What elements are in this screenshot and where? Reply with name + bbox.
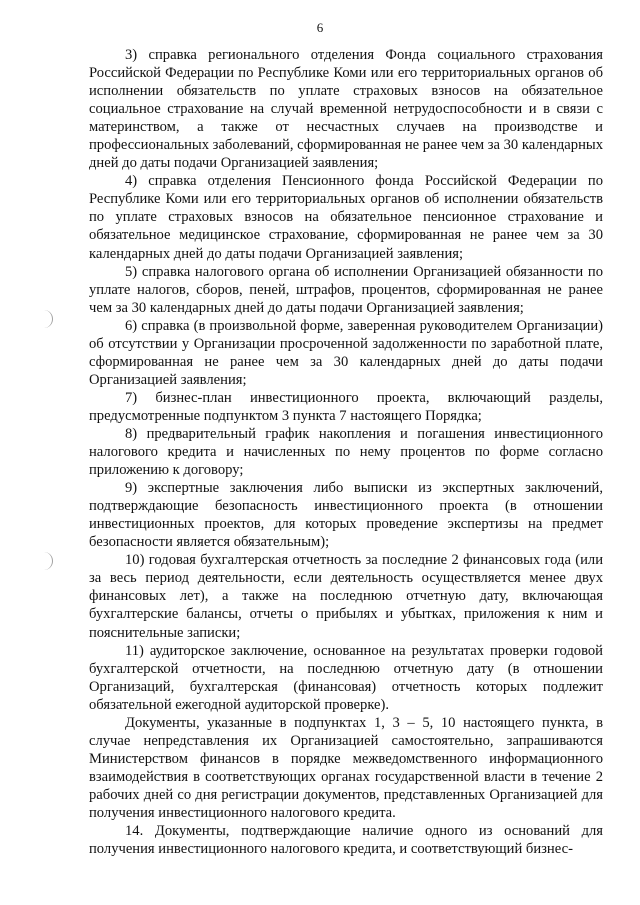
paragraph-item-3: 3) справка регионального отделения Фонда социального страхования Российской Федерации по Республике Коми или его территориальных органов об исполнении обязательств по уплате страховых взносов на обязательное социальное страхование на случай временной нетрудоспособности и в связи с материнством, а также от несчастных случаев на производстве и профессиональных заболеваний, сформированная не ранее чем за 30 календарных дней до даты подачи Организацией заявления; [89, 47, 603, 172]
paragraph-item-11: 11) аудиторское заключение, основанное на результатах проверки годовой бухгалтерской отчетности, на последнюю отчетную дату (в отношении Организаций, бухгалтерская (финансовая) отчетность которых подлежит обязательной ежегодной аудиторской проверке). [89, 642, 603, 713]
page-number: 6 [316, 20, 324, 35]
binding-hole-mark [44, 552, 53, 570]
document-body [89, 46, 603, 858]
paragraph-item-6: 6) справка (в произвольной форме, заверенная руководителем Организации) об отсутствии у Организации просроченной задолженности по заработной плате, сформированная не ранее чем за 30 календарных дней до даты подачи Организацией заявления; [89, 317, 603, 388]
paragraph-documents-request: Документы, указанные в подпунктах 1, 3 – 5, 10 настоящего пункта, в случае непредставления их Организацией самостоятельно, запрашиваются Министерством финансов в порядке межведомственного информационного взаимодействия в соответствующих органах государственной власти в течение 2 рабочих дней со дня регистрации документов, представленных Организацией для получения инвестиционного налогового кредита. [89, 714, 603, 821]
paragraph-item-8: 8) предварительный график накопления и погашения инвестиционного налогового кредита и начисленных по нему процентов по форме согласно приложению к договору; [89, 425, 603, 479]
paragraph-item-4: 4) справка отделения Пенсионного фонда Российской Федерации по Республике Коми или его территориальных органов об исполнении обязательств по уплате страховых взносов на обязательное пенсионное страхование и обязательное медицинское страхование, сформированная не ранее чем за 30 календарных дней до даты подачи Организацией заявления; [89, 173, 603, 262]
binding-hole-mark [44, 310, 53, 328]
paragraph-item-7: 7) бизнес-план инвестиционного проекта, включающий разделы, предусмотренные подпунктом 3 пункта 7 настоящего Порядка; [89, 389, 603, 424]
paragraph-item-9: 9) экспертные заключения либо выписки из экспертных заключений, подтверждающие безопасность инвестиционного проекта (в отношении инвестиционных проектов, для которых проведение экспертизы на предмет безопасности является обязательным); [89, 480, 603, 551]
paragraph-section-14: 14. Документы, подтверждающие наличие одного из оснований для получения инвестиционного налогового кредита, и соответствующий бизнес- [89, 823, 603, 858]
paragraph-item-10: 10) годовая бухгалтерская отчетность за последние 2 финансовых года (или за весь период деятельности, если деятельность осуществляется менее двух финансовых лет), а также на последнюю отчетную дату, включающая бухгалтерские балансы, отчеты о прибылях и убытках, приложения к ним и пояснительные записки; [89, 552, 603, 641]
paragraph-item-5: 5) справка налогового органа об исполнении Организацией обязанности по уплате налогов, сборов, пеней, штрафов, процентов, сформированная не ранее чем за 30 календарных дней до даты подачи Организацией заявления; [89, 263, 603, 316]
